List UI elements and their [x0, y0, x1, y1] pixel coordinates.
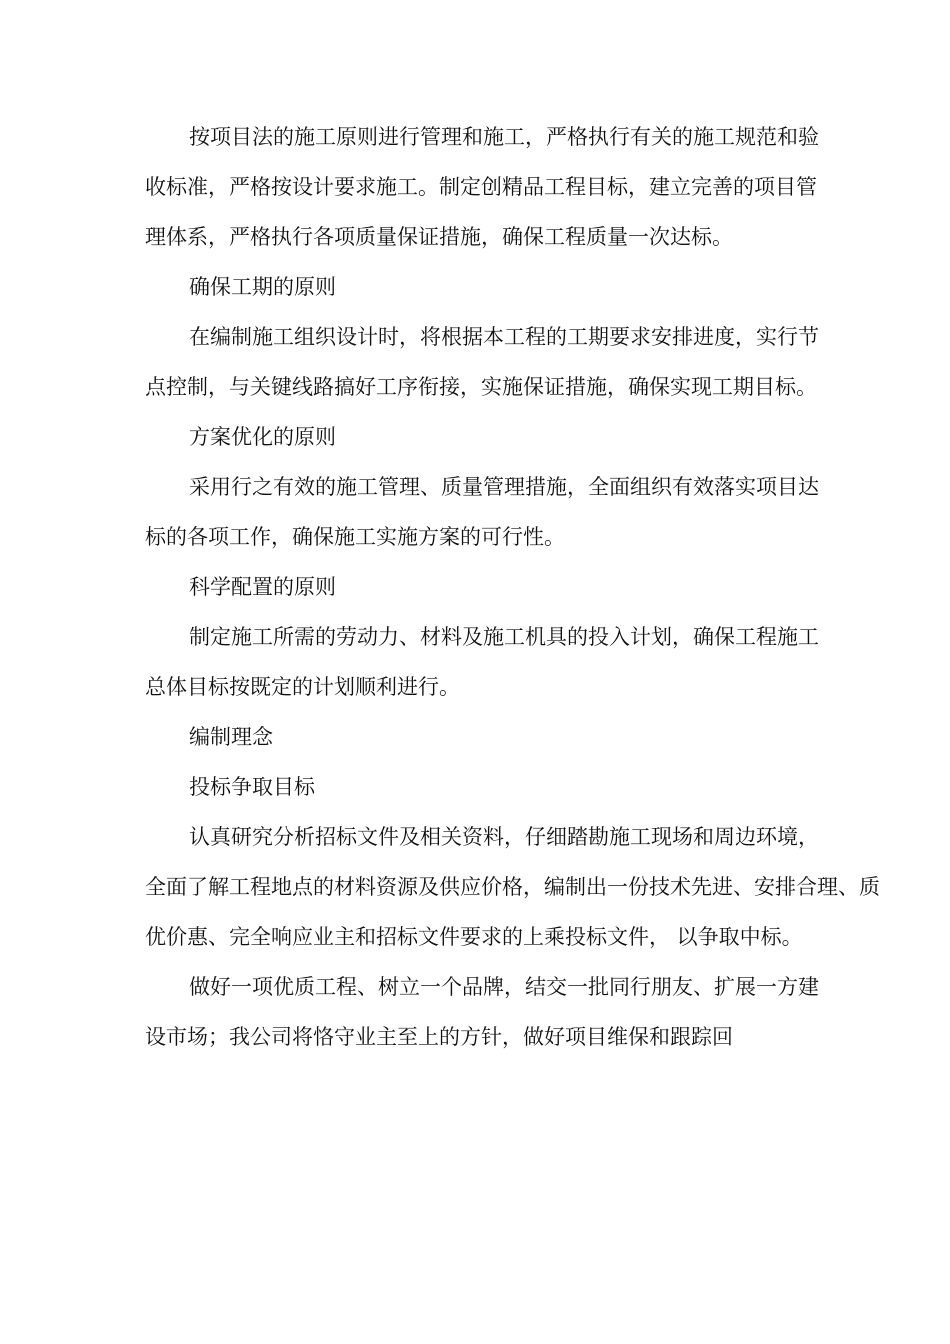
paragraph-line: 采用行之有效的施工管理、质量管理措施，全面组织有效落实项目达: [189, 475, 819, 499]
paragraph-line: 认真研究分析招标文件及相关资料，仔细踏勘施工现场和周边环境，: [189, 825, 819, 849]
paragraph-line: 在编制施工组织设计时，将根据本工程的工期要求安排进度，实行节: [189, 325, 819, 349]
paragraph-line: 制定施工所需的劳动力、材料及施工机具的投入计划，确保工程施工: [189, 625, 819, 649]
paragraph-line: 设市场；我公司将恪守业主至上的方针，做好项目维保和跟踪回: [145, 1025, 733, 1049]
paragraph-line: 优价惠、完全响应业主和招标文件要求的上乘投标文件， 以争取中标。: [145, 925, 803, 949]
paragraph-line: 理体系，严格执行各项质量保证措施，确保工程质量一次达标。: [145, 225, 733, 249]
section-heading: 方案优化的原则: [189, 425, 336, 449]
section-heading: 编制理念: [189, 725, 273, 749]
paragraph-line: 做好一项优质工程、树立一个品牌，结交一批同行朋友、扩展一方建: [189, 975, 819, 999]
paragraph-line: 点控制，与关键线路搞好工序衔接，实施保证措施，确保实现工期目标。: [145, 375, 817, 399]
document-body: [145, 112, 880, 1062]
section-heading: 科学配置的原则: [189, 575, 336, 599]
paragraph-line: 标的各项工作，确保施工实施方案的可行性。: [145, 525, 565, 549]
section-heading: 投标争取目标: [189, 775, 315, 799]
paragraph-line: 总体目标按既定的计划顺利进行。: [145, 675, 460, 699]
section-heading: 确保工期的原则: [189, 275, 336, 299]
paragraph-line: 按项目法的施工原则进行管理和施工，严格执行有关的施工规范和验: [189, 125, 819, 149]
paragraph-line: 全面了解工程地点的材料资源及供应价格，编制出一份技术先进、安排合理、质: [145, 875, 880, 899]
paragraph-line: 收标准，严格按设计要求施工。制定创精品工程目标，建立完善的项目管: [145, 175, 817, 199]
